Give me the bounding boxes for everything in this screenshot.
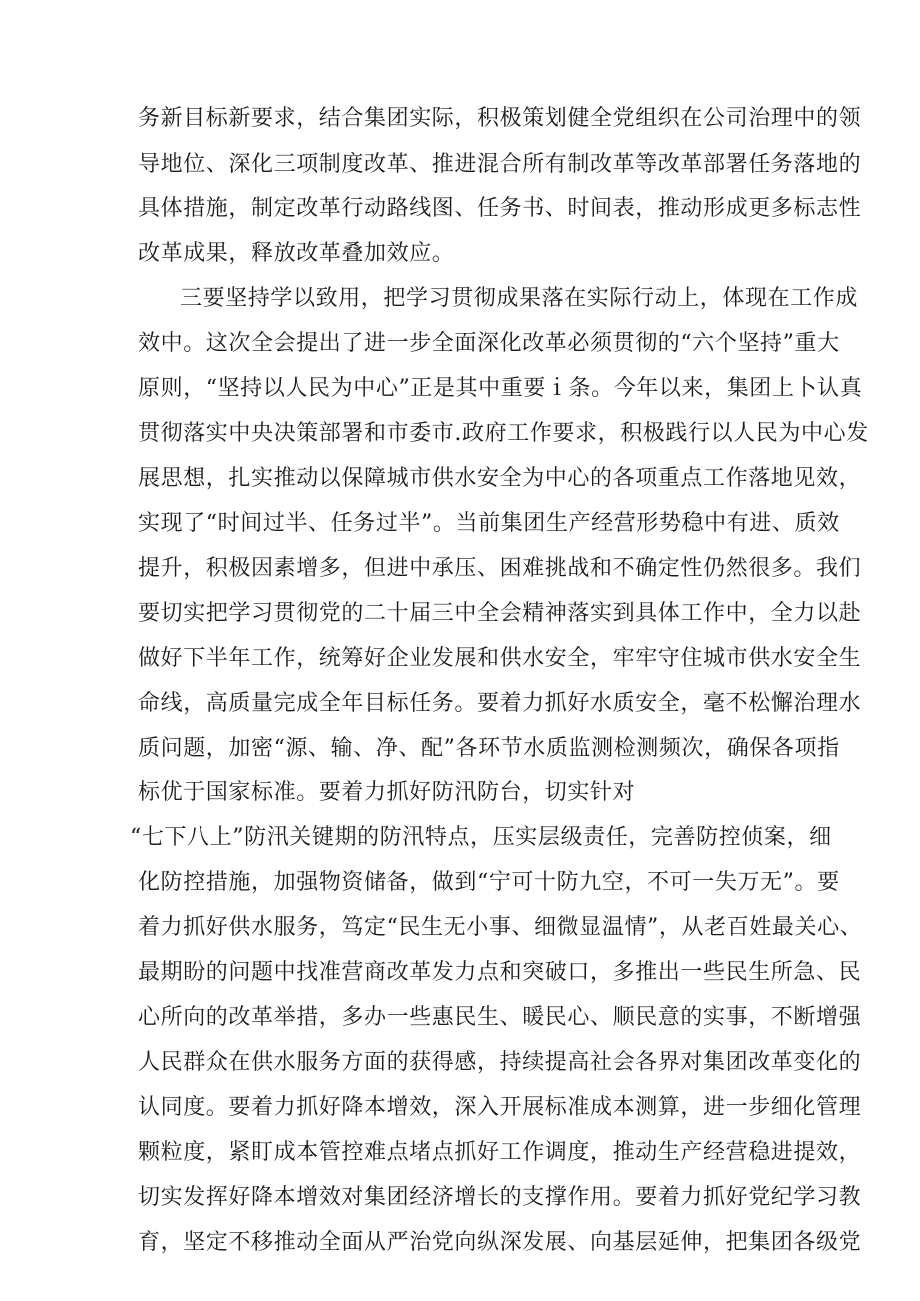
text-line: 人民群众在供水服务方面的获得感，持续提高社会各界对集团改革变化的 xyxy=(138,1050,862,1075)
text-line: 认同度。要着力抓好降本增效，深入开展标准成本测算，进一步细化管理 xyxy=(138,1095,862,1120)
text-line: 务新目标新要求，结合集团实际，积极策划健全党组织在公司治理中的领 xyxy=(138,106,862,131)
text-line: 导地位、深化三项制度改革、推进混合所有制改革等改革部署任务落地的 xyxy=(138,152,862,177)
text-line: 原则，“坚持以人民为中心”正是其中重要ｉ条。今年以来，集团上卜认真 xyxy=(138,376,863,401)
text-line: 颗粒度，紧盯成本管控难点堵点抓好工作调度，推动生产经营稳进提效， xyxy=(138,1140,862,1165)
text-line: 实现了“时间过半、任务过半”。当前集团生产经营形势稳中有进、质效 xyxy=(138,511,840,536)
text-line: 质问题，加密“源、输、净、配”各环节水质监测检测频次，确保各项指 xyxy=(138,736,840,761)
text-line: 要切实把学习贯彻党的二十届三中全会精神落实到具体工作中，全力以赴 xyxy=(138,601,862,626)
text-line: 最期盼的问题中找准营商改革发力点和突破口，多推出一些民生所急、民 xyxy=(138,960,862,985)
text-line: 命线，高质量完成全年目标任务。要着力抓好水质安全，毫不松懈治理水 xyxy=(138,691,862,716)
text-line: 育，坚定不移推动全面从严治党向纵深发展、向基层延伸，把集团各级党 xyxy=(138,1230,862,1255)
text-line: 标优于国家标准。要着力抓好防汛防台，切实针对 xyxy=(138,780,636,805)
paragraph-start-line: 三要坚持学以致用，把学习贯彻成果落在实际行动上，体现在工作成 xyxy=(180,286,859,311)
text-line: 改革成果，释放改革叠加效应。 xyxy=(138,241,455,266)
text-line: 心所向的改革举措，多办一些惠民生、暖民心、顺民意的实事，不断增强 xyxy=(138,1005,862,1030)
text-line: 做好下半年工作，统筹好企业发展和供水安全，牢牢守住城市供水安全生 xyxy=(138,646,862,671)
text-line: 效中。这次全会提出了进一步全面深化改革必须贯彻的“六个坚持”重大 xyxy=(138,331,840,356)
text-line: 着力抓好供水服务，笃定“民生无小事、细微显温情”，从老百姓最关心、 xyxy=(138,915,863,940)
text-line: 具体措施，制定改革行动路线图、任务书、时间表，推动形成更多标志性 xyxy=(138,196,862,221)
text-line: 化防控措施，加强物资储备，做到“宁可十防九空，不可一失万无”。要 xyxy=(138,870,840,895)
text-line: “七下八上”防汛关键期的防汛特点，压实层级责任，完善防控侦案，细 xyxy=(130,825,832,850)
text-line: 提升，积极因素增多，但进中承压、困难挑战和不确定性仍然很多。我们 xyxy=(138,556,862,581)
text-line: 展思想，扎实推动以保障城市供水安全为中心的各项重点工作落地见效， xyxy=(138,466,862,491)
text-line: 贯彻落实中央决策部署和市委市.政府工作要求，积极践行以人民为中心发 xyxy=(138,421,869,446)
text-line: 切实发挥好降本增效对集团经济增长的支撑作用。要着力抓好党纪学习教 xyxy=(138,1185,862,1210)
